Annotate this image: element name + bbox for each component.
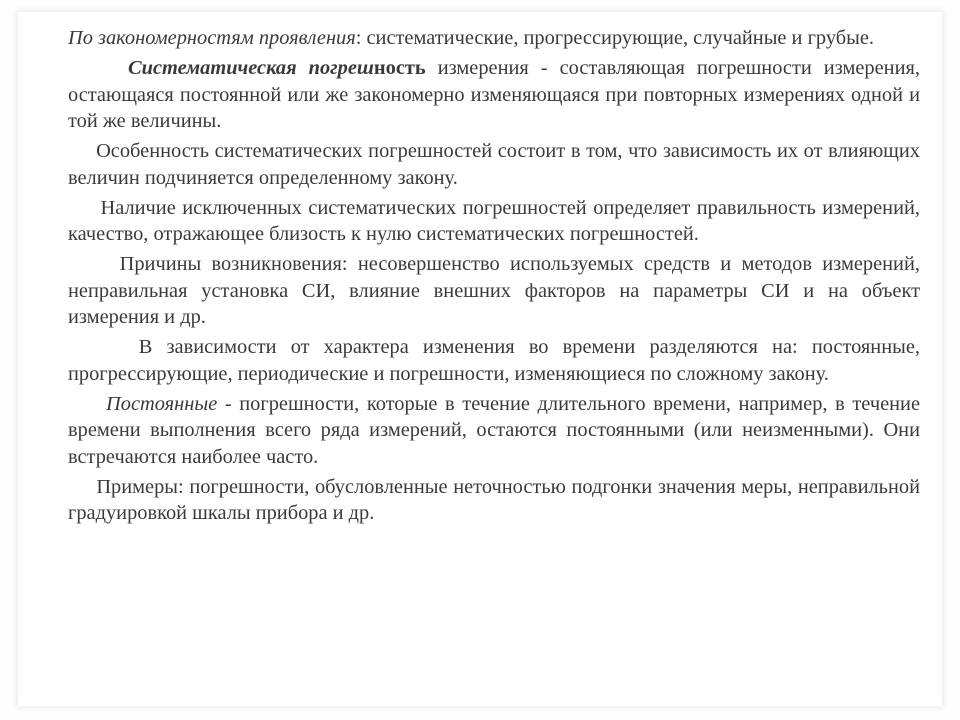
paragraph-text: В зависимости от характера изменения во времени разделяются на: постоянные, прогрессирующие, периодические и погрешности, изменяющиеся по сложному закону. <box>68 336 920 385</box>
paragraph-examples <box>68 474 920 527</box>
paragraph-text: измерения - составляющая погрешности измерения, остающаяся постоянной или же закономерно изменяющаяся при повторных измерениях одной и той же величины. <box>68 57 920 132</box>
paragraph-text: - погрешности, которые в течение длительного времени, например, в течение времени выполнения всего ряда измерений, остаются постоянными (или неизменными). Они встречаются наиболее часто. <box>68 392 920 468</box>
italic-term: Постоянные <box>106 392 218 415</box>
paragraph-constant <box>68 391 920 471</box>
paragraph-causes <box>68 251 920 331</box>
paragraph-time-dependence <box>68 334 920 387</box>
paragraph-classification <box>68 25 920 52</box>
bold-term <box>128 57 426 79</box>
bold-italic-term: Систематическая погреш <box>128 57 374 79</box>
paragraph-feature <box>68 138 920 191</box>
paragraph-correctness <box>68 195 920 248</box>
bold-term-suffix: ность <box>373 57 426 79</box>
paragraph-text: Причины возникновения: несовершенство используемых средств и методов измерений, неправильная установка СИ, влияние внешних факторов на параметры СИ и на объект измерения и др. <box>68 253 920 328</box>
paragraph-text: Примеры: погрешности, обусловленные неточностью подгонки значения меры, неправильной градуировкой шкалы прибора и др. <box>68 475 920 524</box>
italic-term: По закономерностям проявления <box>68 27 356 49</box>
paragraph-text: Наличие исключенных систематических погрешностей определяет правильность измерений, качество, отражающее близость к нулю систематических погрешностей. <box>68 196 920 245</box>
paragraph-systematic-definition <box>68 55 920 135</box>
paragraph-text: Особенность систематических погрешностей состоит в том, что зависимость их от влияющих величин подчиняется определенному закону. <box>68 140 920 189</box>
document-body <box>68 25 920 530</box>
paragraph-text: : систематические, прогрессирующие, случайные и грубые. <box>355 27 875 49</box>
